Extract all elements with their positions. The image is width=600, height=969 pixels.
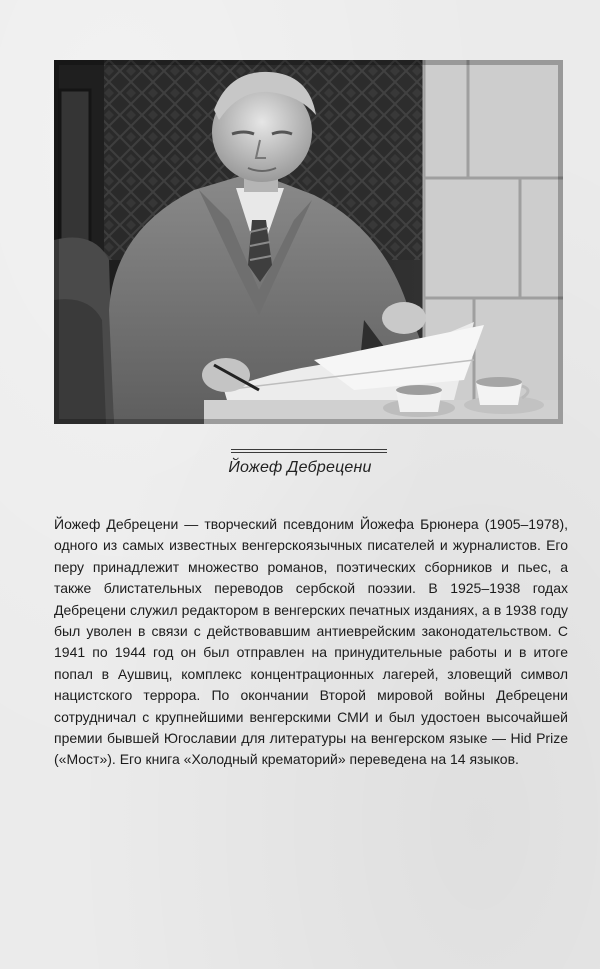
- author-photo: [54, 60, 563, 424]
- caption-rule-line: [231, 452, 387, 453]
- caption-rule: [231, 449, 387, 455]
- caption-rule-line: [231, 449, 387, 450]
- biography-paragraph: Йожеф Дебрецени — творческий псевдоним Йожефа Брюнера (1905–1978), одного из самых известных венгерскоязычных писателей и журналистов. Его перу принадлежит множество романов, поэтических сборников и пьес, а также блистательных переводов сербской поэзии. В 1925–1938 годах Дебрецени служил редактором в венгерских печатных изданиях, а в 1938 году был уволен в связи с действовавшим антиеврейским законодательством. С 1941 по 1944 год он был отправлен на принудительные работы и в итоге попал в Аушвиц, комплекс концентрационных лагерей, зловещий символ нацистского террора. По окончании Второй мировой войны Дебрецени сотрудничал с крупнейшими венгерскими СМИ и был удостоен высочайшей премии бывшей Югославии для литературы на венгерском языке — Hid Prize («Мост»). Его книга «Холодный крематорий» переведена на 14 языков.: [54, 516, 568, 768]
- photo-caption: Йожеф Дебрецени: [228, 459, 372, 476]
- author-photo-illustration: [54, 60, 563, 424]
